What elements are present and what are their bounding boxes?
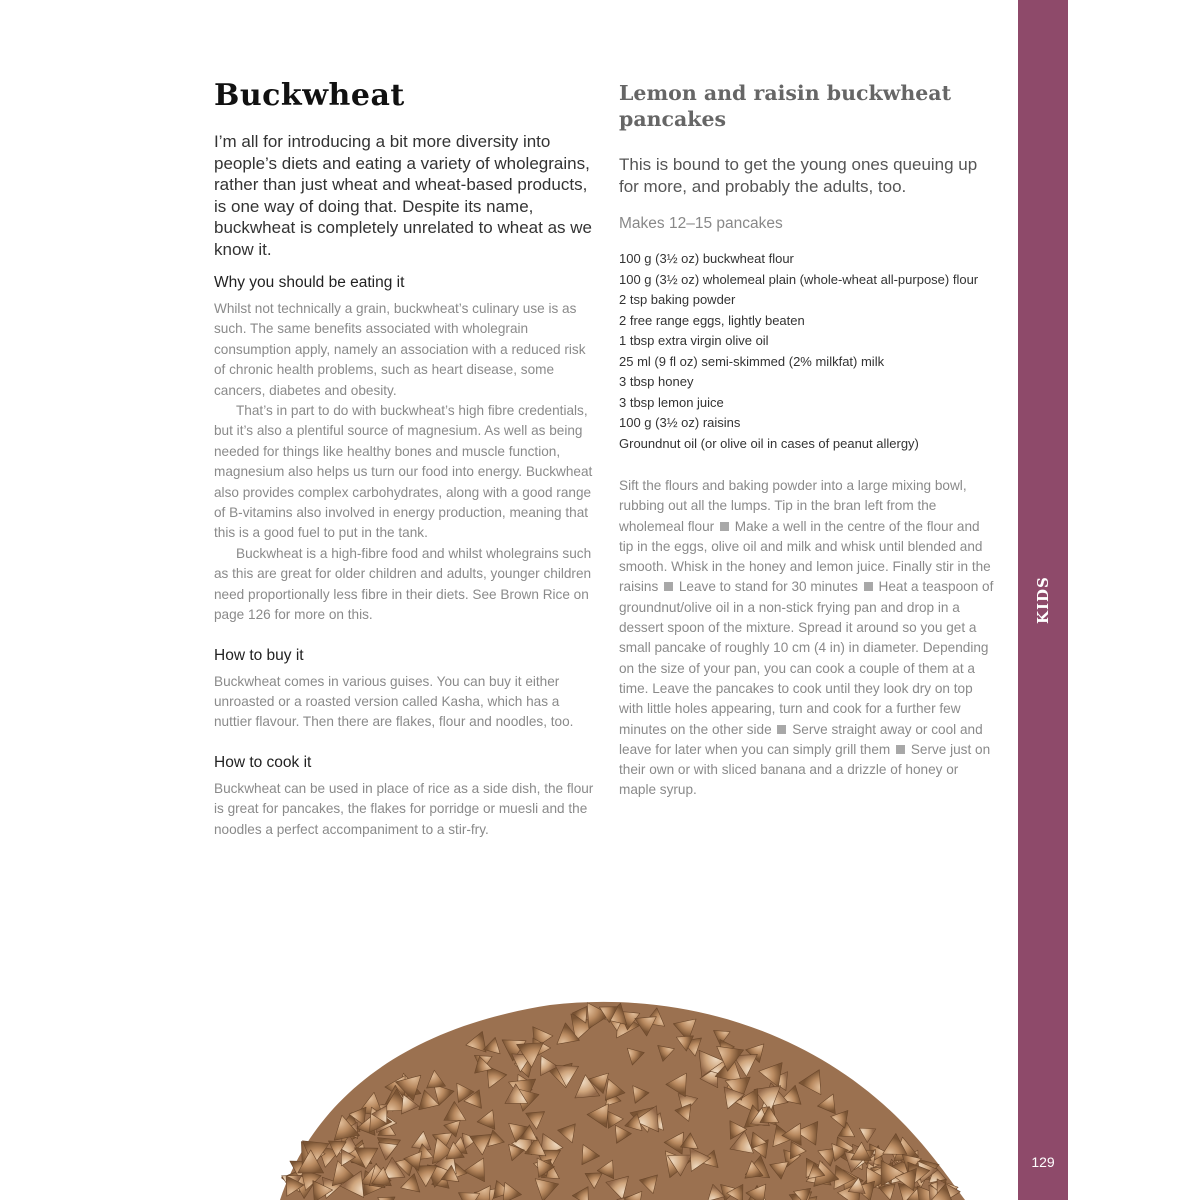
section-heading: How to buy it — [214, 646, 304, 664]
section-why — [214, 274, 594, 626]
ingredient-item: Groundnut oil (or olive oil in cases of peanut allergy) — [619, 435, 919, 451]
method-step: Make a well in the centre of the flour and tip in the eggs, olive oil and milk and whisk until blended and smooth. Whisk in the honey and lemon juice. Finally stir in the raisins — [619, 518, 991, 595]
section-cook — [214, 754, 594, 840]
ingredient-item: 3 tbsp lemon juice — [619, 394, 724, 410]
article-intro: I’m all for introducing a bit more diversity into people’s diets and eating a variety of wholegrains, rather than just wheat and wheat-based products, is one way of doing that. Despite its name, buckwheat is completely unrelated to wheat as we know it. — [214, 132, 592, 259]
method-step: Sift the flours and baking powder into a large mixing bowl, rubbing out all the lumps. Tip in the bran left from the wholemeal flour — [619, 478, 967, 534]
page-number: 129 — [1031, 1154, 1055, 1170]
ingredient-item: 25 ml (9 fl oz) semi-skimmed (2% milkfat) milk — [619, 353, 885, 369]
step-separator-icon — [896, 745, 905, 754]
buckwheat-grain-pile-icon — [250, 990, 970, 1200]
ingredient-item: 2 tsp baking powder — [619, 292, 736, 307]
ingredient-item: 100 g (3½ oz) wholemeal plain (whole-wheat all-purpose) flour — [619, 271, 979, 287]
recipe-method — [619, 476, 995, 801]
ingredient-list — [619, 249, 995, 454]
method-step: Serve just on their own or with sliced banana and a drizzle of honey or maple syrup. — [619, 741, 991, 798]
ingredient-item: 3 tbsp honey — [619, 374, 694, 389]
body-paragraph: Whilst not technically a grain, buckwheat’s culinary use is as such. The same benefits associated with wholegrain consumption apply, namely an association with a reduced risk of chronic health problems, such as heart disease, some cancers, diabetes and obesity. — [214, 301, 586, 398]
ingredient-item: 1 tbsp extra virgin olive oil — [619, 333, 769, 348]
step-separator-icon — [664, 582, 673, 591]
recipe-column — [619, 80, 995, 801]
body-paragraph: That’s in part to do with buckwheat’s high fibre credentials, but it’s also a plentiful source of magnesium. As well as being needed for things like healthy bones and muscle function, magnesium also helps us turn our food into energy. Buckwheat also provides complex carbohydrates, along with a good range of B-vitamins also involved in energy production, meaning that this is a good fuel to put in the tank. — [214, 403, 593, 541]
section-label: KIDS — [1034, 576, 1052, 624]
recipe-intro: This is bound to get the young ones queuing up for more, and probably the adults, too. — [619, 155, 978, 196]
page-title: Buckwheat — [214, 78, 405, 113]
body-paragraph: Buckwheat comes in various guises. You can buy it either unroasted or a roasted version called Kasha, which has a nuttier flavour. Then there are flakes, flour and noodles, too. — [214, 673, 574, 730]
body-paragraph: Buckwheat can be used in place of rice as a side dish, the flour is great for pancakes, the flakes for porridge or muesli and the noodles a perfect accompaniment to a stir-fry. — [214, 780, 594, 837]
section-buy — [214, 647, 594, 733]
method-step: Leave to stand for 30 minutes — [678, 579, 858, 595]
body-paragraph: Buckwheat is a high-fibre food and whilst wholegrains such as this are great for older children and adults, younger children need proportionally less fibre in their diets. See Brown Rice on page 126 for more on this. — [214, 545, 592, 623]
section-heading: Why you should be eating it — [214, 274, 405, 291]
recipe-title: Lemon and raisin buckwheat pancakes — [619, 81, 952, 131]
step-separator-icon — [864, 582, 873, 591]
method-step: Serve straight away or cool and leave for later when you can simply grill them — [619, 721, 983, 757]
step-separator-icon — [777, 725, 786, 734]
ingredient-item: 100 g (3½ oz) raisins — [619, 415, 741, 430]
step-separator-icon — [720, 522, 729, 531]
ingredient-item: 2 free range eggs, lightly beaten — [619, 312, 805, 328]
recipe-yield: Makes 12–15 pancakes — [619, 215, 783, 232]
ingredient-item: 100 g (3½ oz) buckwheat flour — [619, 251, 794, 266]
section-heading: How to cook it — [214, 753, 312, 771]
method-step: Heat a teaspoon of groundnut/olive oil in a non-stick frying pan and drop in a dessert spoon of the mixture. Spread it around so you get a small pancake of roughly 10 cm (4 in) in diameter. Depending on the size of your pan, you can cook a couple of them at a time. Leave the pancakes to cook until they look dry on top with little holes appearing, turn and cook for a further few minutes on the other side — [619, 579, 994, 737]
article-column — [214, 78, 594, 861]
